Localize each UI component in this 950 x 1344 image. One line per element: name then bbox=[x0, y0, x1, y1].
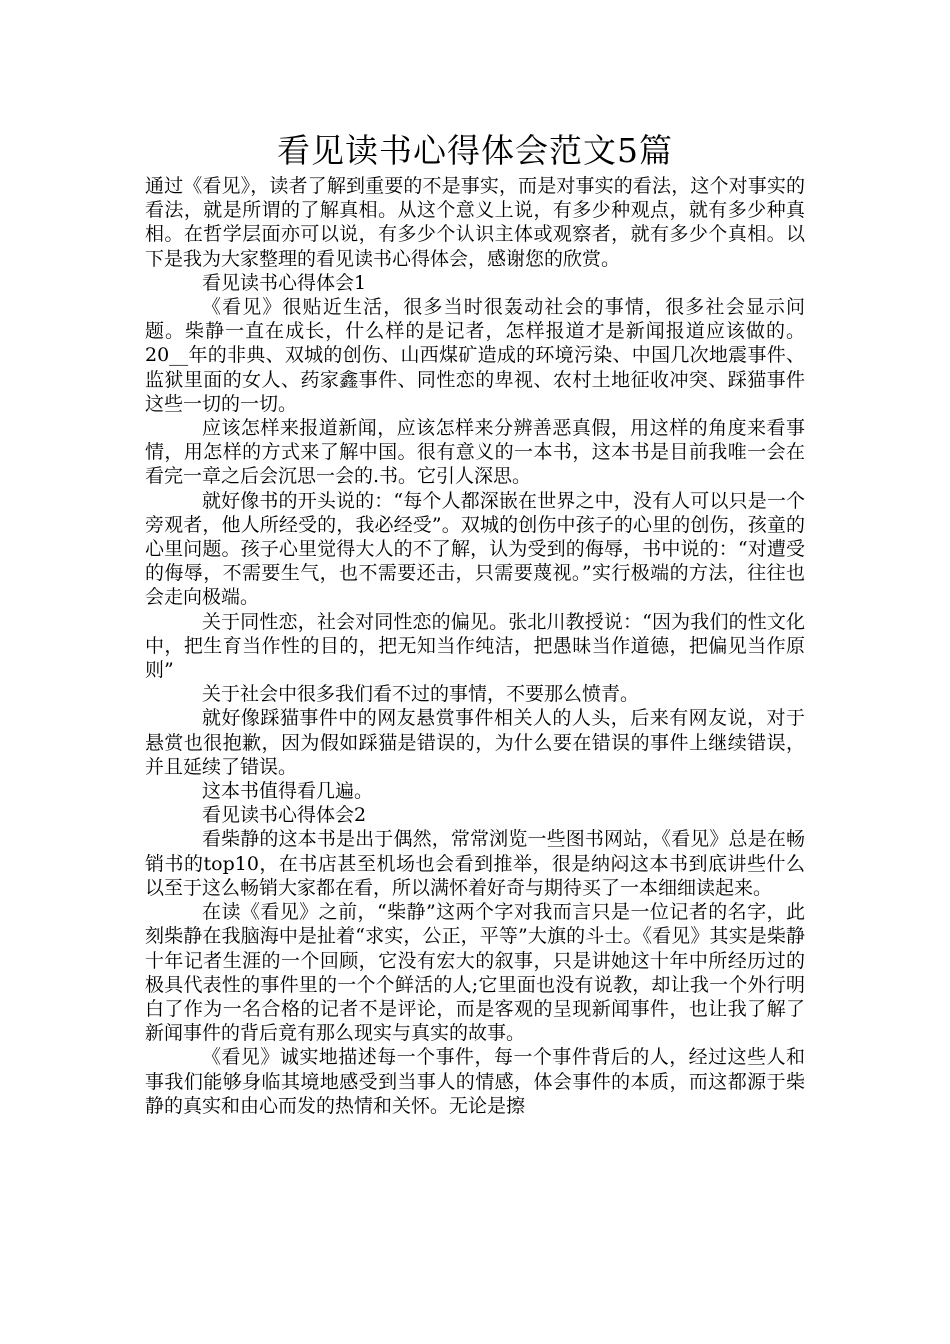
document-body bbox=[145, 174, 805, 1118]
paragraph: 关于同性恋，社会对同性恋的偏见。张北川教授说：“因为我们的性文化中，把生育当作性的目的，把无知当作纯洁，把愚昧当作道德，把偏见当作原则” bbox=[145, 610, 805, 682]
paragraph: 看见读书心得体会2 bbox=[202, 804, 367, 827]
paragraph: 《看见》很贴近生活，很多当时很轰动社会的事情，很多社会显示问题。柴静一直在成长，什么样的是记者，怎样报道才是新闻报道应该做的。20__年的非典、双城的创伤、山西煤矿造成的环境污染、中国几次地震事件、监狱里面的女人、药家鑫事件、同性恋的卑视、农村土地征收冲突、踩猫事件这些一切的一切。 bbox=[145, 296, 805, 415]
paragraph: 就好像踩猫事件中的网友悬赏事件相关人的人头，后来有网友说，对于悬赏也很抱歉，因为假如踩猫是错误的，为什么要在错误的事件上继续错误，并且延续了错误。 bbox=[145, 707, 805, 778]
paragraph: 关于社会中很多我们看不过的事情，不要那么愤青。 bbox=[202, 683, 640, 706]
paragraph: 通过《看见》，读者了解到重要的不是事实，而是对事实的看法，这个对事实的看法，就是所谓的了解真相。从这个意义上说，有多少种观点，就有多少种真相。在哲学层面亦可以说，有多少个认识主体或观察者，就有多少个真相。以下是我为大家整理的看见读书心得体会，感谢您的欣赏。 bbox=[145, 175, 805, 270]
paragraph: 看见读书心得体会1 bbox=[202, 271, 367, 294]
paragraph: 看柴静的这本书是出于偶然，常常浏览一些图书网站，《看见》总是在畅销书的top10，在书店甚至机场也会看到推举，很是纳闷这本书到底讲些什么以至于这么畅销大家都在看，所以满怀着好奇与期待买了一本细细读起来。 bbox=[145, 828, 805, 899]
document-title: 看见读书心得体会范文5篇 bbox=[277, 131, 673, 170]
paragraph: 这本书值得看几遍。 bbox=[202, 780, 374, 803]
paragraph: 应该怎样来报道新闻，应该怎样来分辨善恶真假，用这样的角度来看事情，用怎样的方式来了解中国。很有意义的一本书，这本书是目前我唯一会在看完一章之后会沉思一会的.书。它引人深思。 bbox=[145, 417, 805, 488]
paragraph: 《看见》诚实地描述每一个事件，每一个事件背后的人，经过这些人和事我们能够身临其境地感受到当事人的情感，体会事件的本质，而这都源于柴静的真实和由心而发的热情和关怀。无论是擦 bbox=[145, 1046, 805, 1117]
document-page bbox=[145, 128, 805, 1118]
paragraph: 在读《看见》之前，“柴静”这两个字对我而言只是一位记者的名字，此刻柴静在我脑海中是扯着“求实，公正，平等”大旗的斗士。《看见》其实是柴静十年记者生涯的一个回顾，它没有宏大的叙事，只是讲她这十年中所经历过的极具代表性的事件里的一个个鲜活的人;它里面也没有说教，却让我一个外行明白了作为一名合格的记者不是评论，而是客观的呈现新闻事件，也让我了解了新闻事件的背后竟有那么现实与真实的故事。 bbox=[145, 901, 805, 1045]
paragraph: 就好像书的开头说的：“每个人都深嵌在世界之中，没有人可以只是一个旁观者，他人所经受的，我必经受”。双城的创伤中孩子的心里的创伤，孩童的心里问题。孩子心里觉得大人的不了解，认为受到的侮辱，书中说的：“对遭受的侮辱，不需要生气，也不需要还击，只需要蔑视。”实行极端的方法，往往也会走向极端。 bbox=[145, 489, 805, 609]
